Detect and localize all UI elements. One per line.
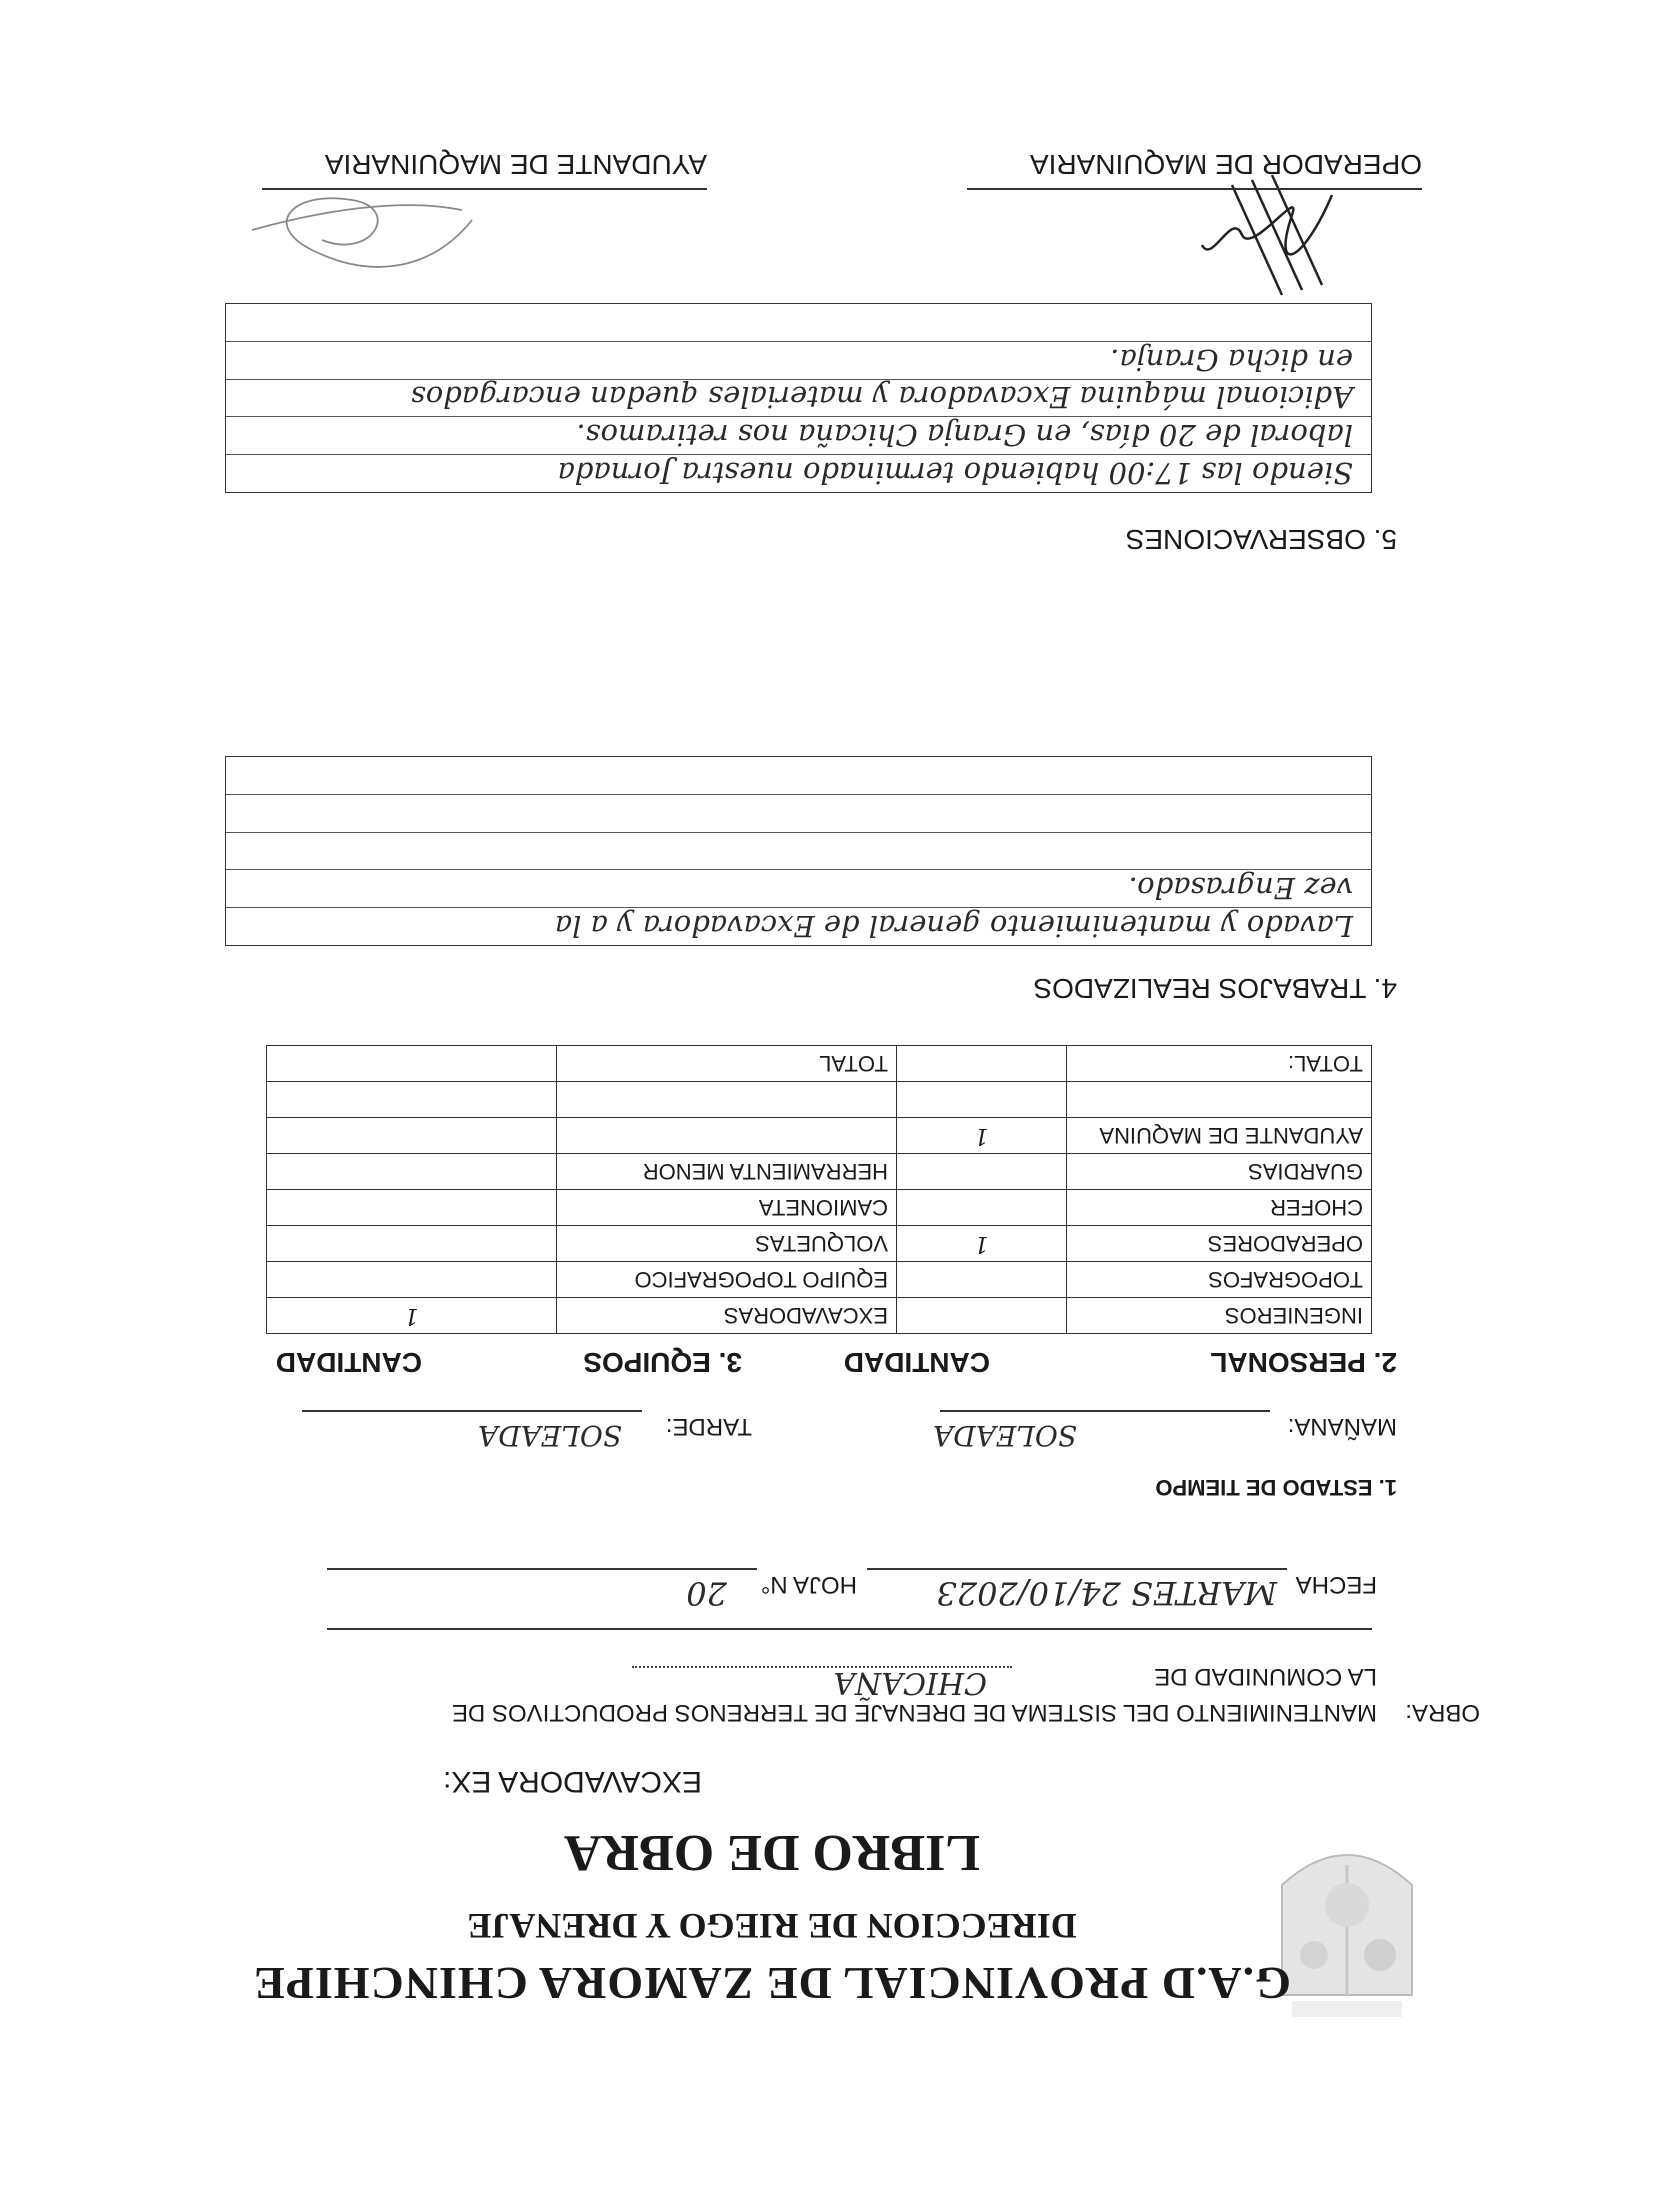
obra-label: OBRA: xyxy=(1405,1699,1480,1726)
personal-total-cell: TOTAL: xyxy=(1067,1046,1372,1082)
hoja-line xyxy=(327,1568,757,1570)
personal-qty-cell xyxy=(897,1190,1067,1226)
ruled-line xyxy=(226,794,1371,795)
personal-qty-cell xyxy=(897,1046,1067,1082)
equipo-qty-cell xyxy=(267,1262,557,1298)
table-row xyxy=(267,1298,1372,1334)
divider-line xyxy=(327,1628,1372,1630)
fecha-line xyxy=(867,1568,1287,1570)
observaciones-line: Adicional máquina Excavadora y materiales quedan encargados xyxy=(410,380,1353,414)
ruled-line xyxy=(226,869,1371,870)
equipo-qty-cell xyxy=(267,1082,557,1118)
personal-qty-cell: 1 xyxy=(897,1226,1067,1262)
equipos-heading: 3. EQUIPOS xyxy=(583,1347,742,1378)
table-row xyxy=(267,1046,1372,1082)
personal-cell xyxy=(1067,1082,1372,1118)
operador-label: OPERADOR DE MAQUINARIA xyxy=(1029,149,1422,180)
tarde-line xyxy=(302,1410,642,1412)
equipo-cell: HERRAMIENTA MENOR xyxy=(557,1154,897,1190)
manana-label: MAÑANA: xyxy=(1287,1413,1397,1440)
equipo-cell xyxy=(557,1082,897,1118)
personal-cell: OPERADORES xyxy=(1067,1226,1372,1262)
personal-cantidad-header: CANTIDAD xyxy=(843,1347,990,1378)
trabajos-line: Lavado y mantenimiento general de Excavadora y a la xyxy=(554,909,1353,943)
obra-value: MANTENIMIENTO DEL SISTEMA DE DRENAJE DE TERRENOS PRODUCTIVOS DE xyxy=(451,1699,1377,1726)
equipo-total-cell: TOTAL xyxy=(557,1046,897,1082)
personal-qty-cell: 1 xyxy=(897,1118,1067,1154)
department-name: DIRECCION DE RIEGO Y DRENAJE xyxy=(467,1906,1077,1946)
fecha-value: MARTES 24/10/2023 xyxy=(936,1574,1277,1612)
hoja-label: HOJA N° xyxy=(760,1571,857,1598)
trabajos-heading: 4. TRABAJOS REALIZADOS xyxy=(1033,973,1397,1004)
observaciones-line: laboral de 20 días, en Granja Chicaña nos retiramos. xyxy=(576,418,1353,452)
personal-cell: GUARDIAS xyxy=(1067,1154,1372,1190)
observaciones-line: en dicha Granja. xyxy=(1110,343,1353,377)
ruled-line xyxy=(226,454,1371,455)
equipos-cantidad-header: CANTIDAD xyxy=(275,1347,422,1378)
equipo-qty-cell xyxy=(267,1046,557,1082)
personal-heading: 2. PERSONAL xyxy=(1210,1347,1397,1378)
equipment-subtitle: EXCAVADORA EX: xyxy=(443,1765,702,1798)
trabajos-line: vez Engrasado. xyxy=(1128,871,1353,905)
equipo-cell xyxy=(557,1118,897,1154)
personal-qty-cell xyxy=(897,1262,1067,1298)
personal-cell: AYUDANTE DE MAQUINA xyxy=(1067,1118,1372,1154)
trabajos-box xyxy=(225,756,1372,946)
personal-cell: CHOFER xyxy=(1067,1190,1372,1226)
manana-value: SOLEADA xyxy=(932,1419,1077,1452)
equipo-qty-cell: 1 xyxy=(267,1298,557,1334)
table-row xyxy=(267,1226,1372,1262)
ruled-line xyxy=(226,832,1371,833)
personal-qty-cell xyxy=(897,1298,1067,1334)
assistant-signature-line xyxy=(262,188,707,190)
tarde-value: SOLEADA xyxy=(477,1419,622,1452)
comunidad-value: CHICAÑA xyxy=(833,1665,987,1700)
equipo-qty-cell xyxy=(267,1190,557,1226)
equipo-qty-cell xyxy=(267,1226,557,1262)
equipo-cell: CAMIONETA xyxy=(557,1190,897,1226)
table-row xyxy=(267,1082,1372,1118)
observaciones-heading: 5. OBSERVACIONES xyxy=(1125,524,1397,555)
observaciones-box xyxy=(225,303,1372,493)
institution-name: G.A.D PROVINCIAL DE ZAMORA CHINCHIPE xyxy=(253,1958,1291,2009)
hoja-value: 20 xyxy=(686,1574,727,1612)
comunidad-label: LA COMUNIDAD DE xyxy=(1154,1663,1377,1690)
personal-qty-cell xyxy=(897,1154,1067,1190)
table-row xyxy=(267,1262,1372,1298)
equipo-cell: EQUIPO TOPOGRAFICO xyxy=(557,1262,897,1298)
observaciones-line: Siendo las 17:00 habiendo terminado nuestra Jornada xyxy=(557,456,1353,490)
personal-cell: INGENIEROS xyxy=(1067,1298,1372,1334)
table-row xyxy=(267,1190,1372,1226)
ruled-line xyxy=(226,341,1371,342)
equipo-qty-cell xyxy=(267,1118,557,1154)
estado-tiempo-heading: 1. ESTADO DE TIEMPO xyxy=(1155,1475,1397,1500)
manana-line xyxy=(940,1410,1270,1412)
equipo-cell: VOLQUETAS xyxy=(557,1226,897,1262)
table-row xyxy=(267,1118,1372,1154)
personal-cell: TOPOGRAFOS xyxy=(1067,1262,1372,1298)
resources-table xyxy=(266,1045,1372,1334)
fecha-label: FECHA xyxy=(1295,1571,1377,1598)
document-title: LIBRO DE OBRA xyxy=(563,1824,981,1881)
tarde-label: TARDE: xyxy=(665,1413,752,1440)
ruled-line xyxy=(226,907,1371,908)
ruled-line xyxy=(226,416,1371,417)
operator-signature-line xyxy=(967,188,1422,190)
equipo-cell: EXCAVADORAS xyxy=(557,1298,897,1334)
equipo-qty-cell xyxy=(267,1154,557,1190)
table-row xyxy=(267,1154,1372,1190)
ayudante-label: AYUDANTE DE MAQUINARIA xyxy=(324,149,707,180)
personal-qty-cell xyxy=(897,1082,1067,1118)
